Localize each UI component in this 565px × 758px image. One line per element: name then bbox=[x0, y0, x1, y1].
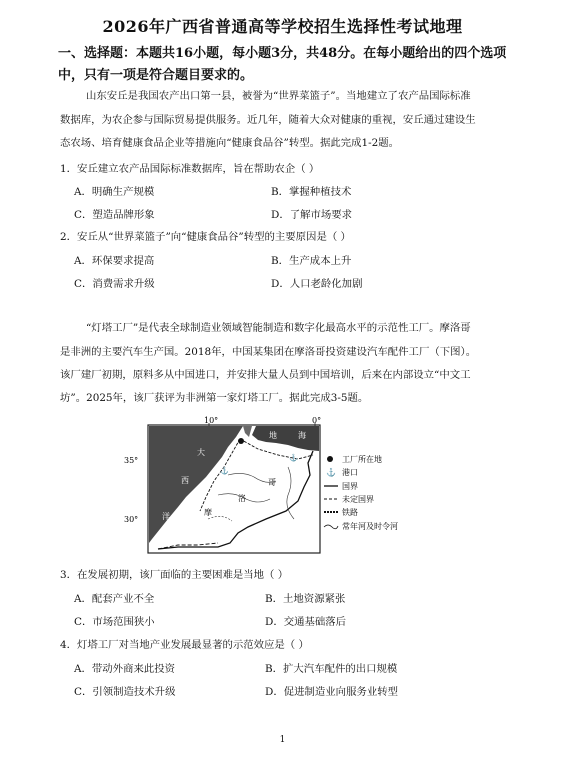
passage1-line: 数据库，为农企参与国际贸易提供服务。近几年，随着大众对健康的重视，安丘通过建设生 bbox=[60, 114, 476, 126]
port-marker: ⚓ bbox=[289, 454, 298, 462]
morocco-map bbox=[124, 415, 434, 555]
map-label-luo: 洛 bbox=[238, 494, 246, 503]
passage2-line: 坊”。2025年，该厂获评为非洲第一家灯塔工厂。据此完成3-5题。 bbox=[60, 392, 369, 404]
question-2-stem: 2．安丘从“世界菜篮子”向“健康食品谷”转型的主要原因是（ ） bbox=[60, 231, 351, 243]
question-1-stem: 1．安丘建立农产品国际标准数据库，旨在帮助农企（ ） bbox=[60, 163, 320, 175]
question-3-stem: 3．在发展初期，该厂面临的主要困难是当地（ ） bbox=[60, 569, 289, 581]
lat-label-30: 30° bbox=[124, 515, 139, 524]
passage2-line: 是非洲的主要汽车生产国。2018年，中国某集团在摩洛哥投资建设汽车配件工厂（下图）。 bbox=[60, 346, 477, 358]
question-2-option-a: A．环保要求提高 bbox=[74, 255, 155, 267]
question-2-option-c: C．消费需求升级 bbox=[74, 278, 155, 290]
question-4-option-d: D．促进制造业向服务业转型 bbox=[265, 686, 399, 698]
map-label-ge: 哥 bbox=[268, 478, 276, 487]
question-1-option-c: C．塑造品牌形象 bbox=[74, 209, 155, 221]
legend-label-railway: 铁路 bbox=[342, 508, 358, 517]
question-3-option-d: D．交通基础落后 bbox=[265, 616, 347, 628]
port-marker: ⚓ bbox=[220, 467, 229, 475]
question-4-option-b: B．扩大汽车配件的出口规模 bbox=[265, 663, 398, 675]
question-3-option-b: B．土地资源紧张 bbox=[265, 593, 346, 605]
map-label-yang: 洋 bbox=[162, 512, 170, 521]
page-number: 1 bbox=[279, 735, 286, 745]
factory-marker bbox=[238, 438, 244, 444]
passage1-line: 山东安丘是我国农产出口第一县，被誉为“世界菜篮子”。当地建立了农产品国际标准 bbox=[86, 90, 471, 102]
legend-label-undefined-border: 未定国界 bbox=[342, 495, 374, 504]
question-4-stem: 4．灯塔工厂对当地产业发展最显著的示范效应是（ ） bbox=[60, 639, 309, 651]
map-label-di: 地 bbox=[269, 431, 277, 440]
river-line bbox=[324, 525, 338, 529]
section-heading-line2: 中，只有一项是符合题目要求的。 bbox=[58, 68, 254, 83]
question-1-option-a: A．明确生产规模 bbox=[74, 186, 155, 198]
map-label-da: 大 bbox=[197, 448, 205, 457]
passage2-line: 该厂建厂初期，原料多从中国进口，并安排大量人员到中国培训，后来在内部设立“中文工 bbox=[60, 369, 471, 381]
map-label-mo: 摩 bbox=[204, 508, 212, 517]
map-label-hai: 海 bbox=[298, 431, 306, 440]
map-label-xi: 西 bbox=[181, 476, 189, 485]
passage2-line: “灯塔工厂”是代表全球制造业领域智能制造和数字化最高水平的示范性工厂。摩洛哥 bbox=[86, 322, 471, 334]
question-1-option-b: B．掌握种植技术 bbox=[271, 186, 352, 198]
question-2-option-b: B．生产成本上升 bbox=[271, 255, 352, 267]
lon-label-10: 10° bbox=[204, 416, 219, 425]
question-3-option-c: C．市场范围狭小 bbox=[74, 616, 155, 628]
legend-label-port: 港口 bbox=[342, 468, 358, 477]
question-3-option-a: A．配套产业不全 bbox=[74, 593, 155, 605]
factory-icon bbox=[327, 456, 333, 462]
question-2-option-d: D．人口老龄化加剧 bbox=[271, 278, 363, 290]
page-title: 2026年广西省普通高等学校招生选择性考试地理 bbox=[102, 17, 463, 36]
lon-label-0: 0° bbox=[312, 416, 322, 425]
question-4-option-a: A．带动外商来此投资 bbox=[74, 663, 176, 675]
legend-label-border: 国界 bbox=[342, 482, 358, 491]
legend-label-river: 常年河及时令河 bbox=[342, 522, 398, 531]
question-4-option-c: C．引领制造技术升级 bbox=[74, 686, 176, 698]
lat-label-35: 35° bbox=[124, 456, 139, 465]
passage1-line: 态农场、培育健康食品企业等措施向“健康食品谷”转型。据此完成1-2题。 bbox=[60, 137, 400, 149]
section-heading-line1: 一、选择题：本题共16小题，每小题3分，共48分。在每小题给出的四个选项 bbox=[58, 46, 507, 61]
question-1-option-d: D．了解市场要求 bbox=[271, 209, 353, 221]
port-icon: ⚓ bbox=[326, 468, 336, 477]
legend-label-factory: 工厂所在地 bbox=[342, 455, 382, 464]
